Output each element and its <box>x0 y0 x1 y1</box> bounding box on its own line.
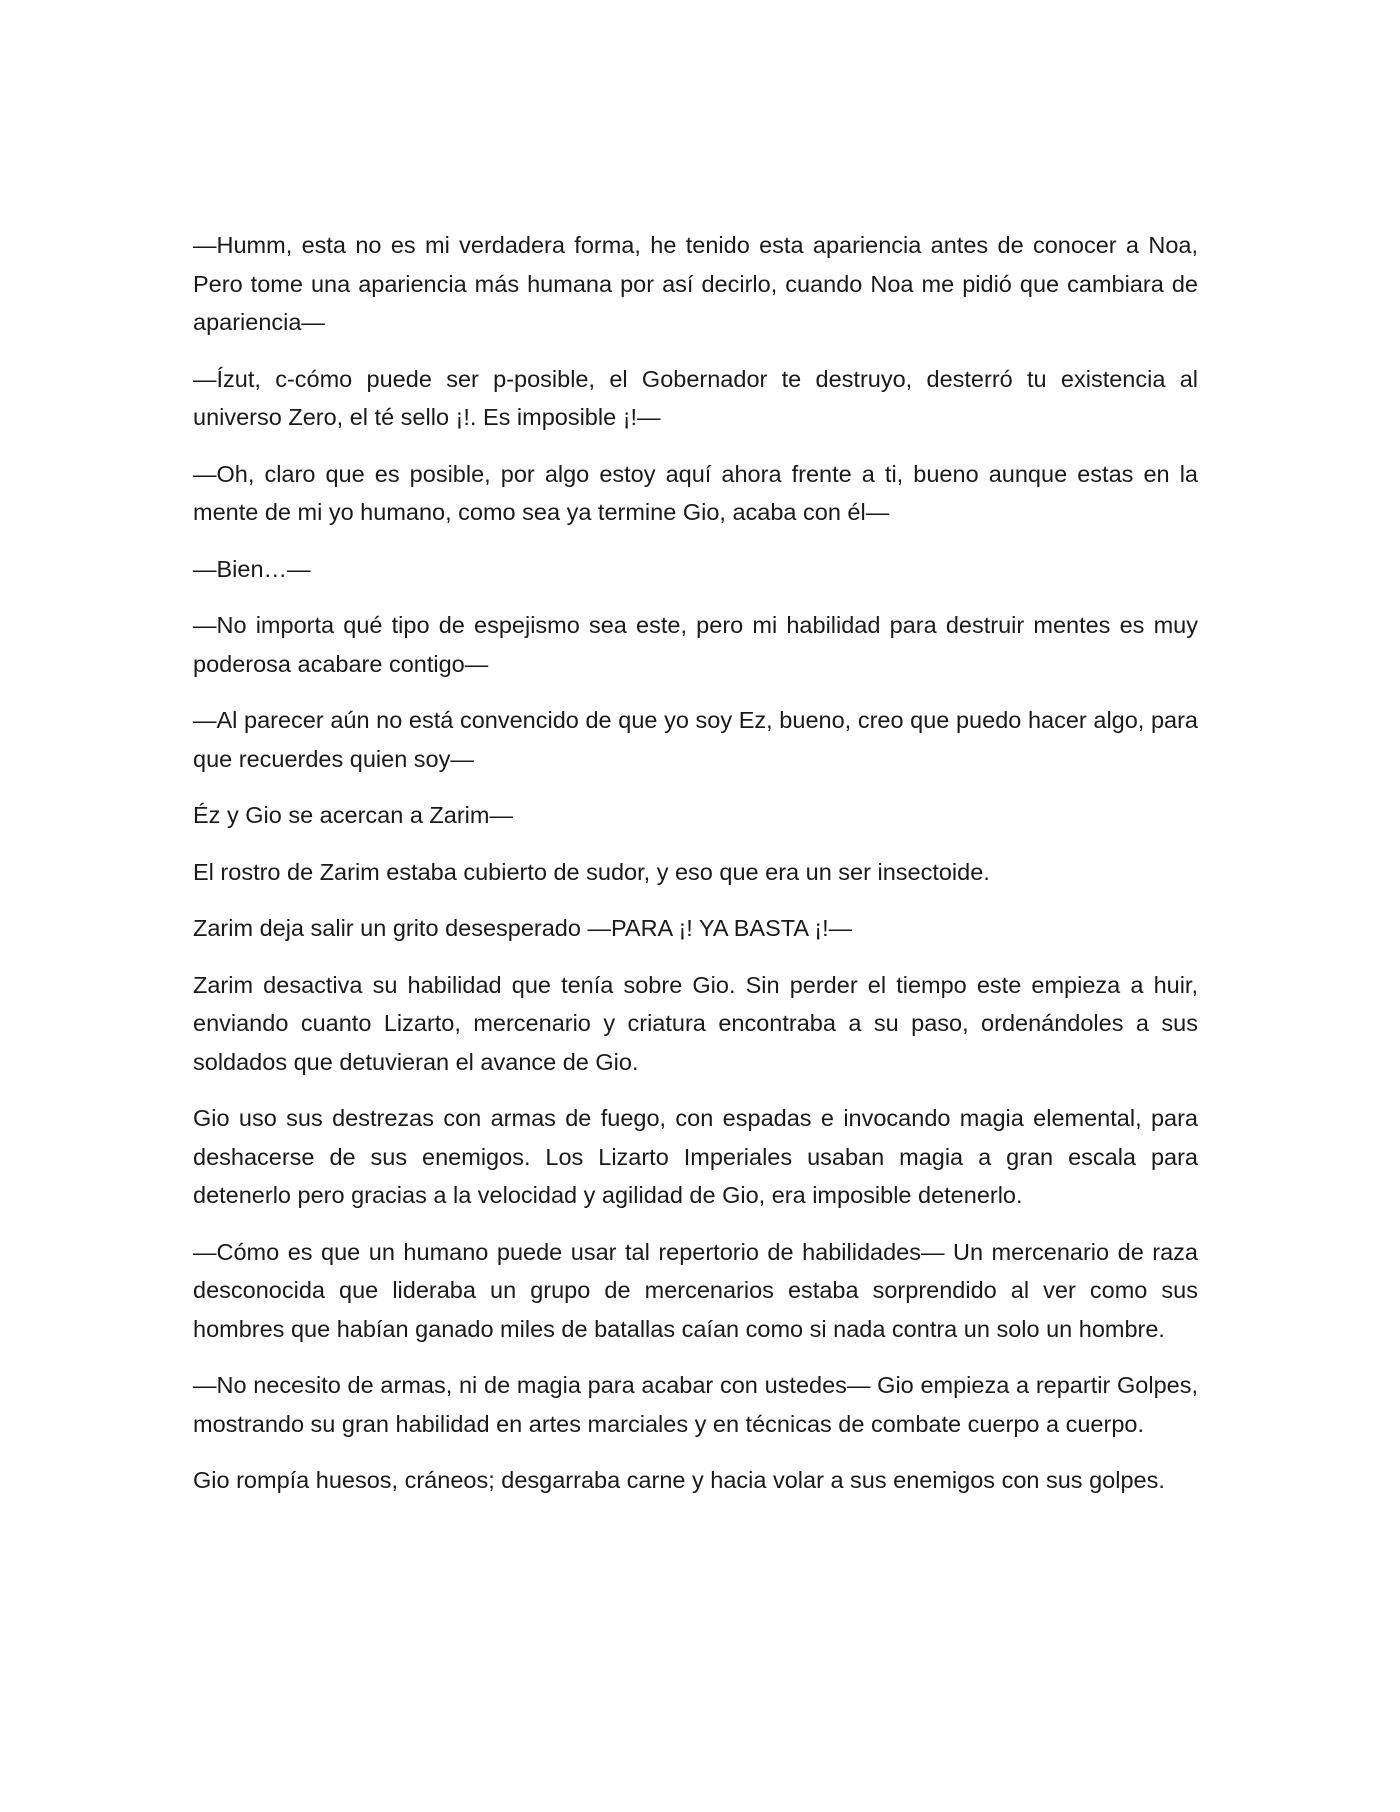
paragraph: —No importa qué tipo de espejismo sea este, pero mi habilidad para destruir mentes es muy poderosa acabare contigo— <box>193 612 1198 677</box>
paragraph: —Cómo es que un humano puede usar tal repertorio de habilidades— Un mercenario de raza desconocida que lideraba un grupo de mercenarios estaba sorprendido al ver como sus hombres que habían ganado miles de batallas caían como si nada contra un solo un hombre. <box>193 1238 1198 1342</box>
paragraph: —Ízut, c-cómo puede ser p-posible, el Gobernador te destruyo, desterró tu existencia al universo Zero, el té sello ¡!. Es imposible ¡!— <box>193 365 1198 430</box>
paragraph: Éz y Gio se acercan a Zarim— <box>193 802 513 828</box>
paragraph: Gio uso sus destrezas con armas de fuego, con espadas e invocando magia elemental, para deshacerse de sus enemigos. Los Lizarto Imperiales usaban magia a gran escala para detenerlo pero gracias a la velocidad y agilidad de Gio, era imposible detenerlo. <box>193 1105 1198 1208</box>
paragraph: —Al parecer aún no está convencido de que yo soy Ez, bueno, creo que puedo hacer algo, para que recuerdes quien soy— <box>193 707 1198 772</box>
paragraph: —Humm, esta no es mi verdadera forma, he tenido esta apariencia antes de conocer a Noa, Pero tome una apariencia más humana por así decirlo, cuando Noa me pidió que cambiara de apariencia— <box>193 232 1198 335</box>
paragraph: Zarim deja salir un grito desesperado —PARA ¡! YA BASTA ¡!— <box>193 915 853 941</box>
paragraph: El rostro de Zarim estaba cubierto de sudor, y eso que era un ser insectoide. <box>193 858 990 885</box>
document-page <box>193 226 1198 1518</box>
paragraph: —No necesito de armas, ni de magia para acabar con ustedes— Gio empieza a repartir Golpes, mostrando su gran habilidad en artes marciales y en técnicas de combate cuerpo a cuerpo. <box>193 1372 1198 1437</box>
paragraph: Gio rompía huesos, cráneos; desgarraba carne y hacia volar a sus enemigos con sus golpes. <box>193 1467 1165 1493</box>
paragraph: —Bien…— <box>193 555 311 582</box>
paragraph: —Oh, claro que es posible, por algo estoy aquí ahora frente a ti, bueno aunque estas en la mente de mi yo humano, como sea ya termine Gio, acaba con él— <box>193 460 1198 525</box>
paragraph: Zarim desactiva su habilidad que tenía sobre Gio. Sin perder el tiempo este empieza a huir, enviando cuanto Lizarto, mercenario y criatura encontraba a su paso, ordenándoles a sus soldados que detuvieran el avance de Gio. <box>193 971 1198 1075</box>
